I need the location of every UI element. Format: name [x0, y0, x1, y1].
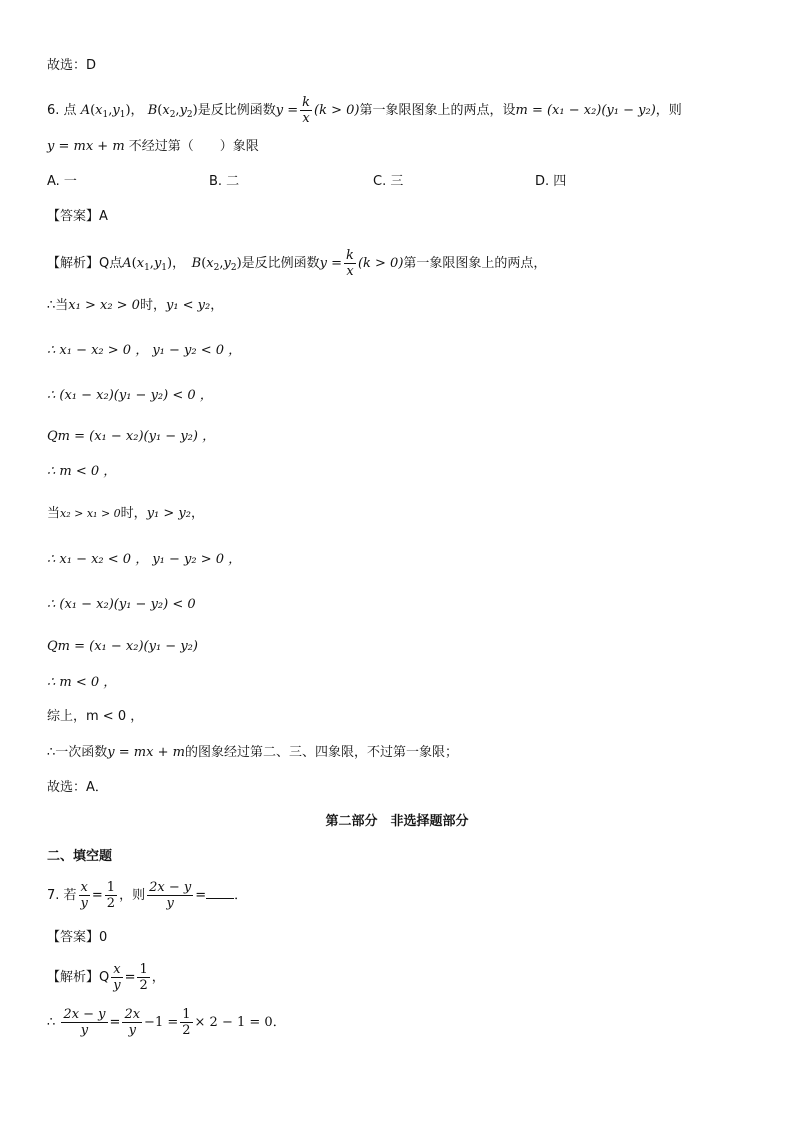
q6-line2-text: 不经过第（ ）象限 [128, 139, 259, 154]
q7-analysis-line1 [47, 962, 165, 994]
q7-b-f3 [180, 1007, 192, 1038]
q6-step-6-end: ， [190, 506, 204, 521]
q7-a-eq: = [124, 970, 136, 985]
q7-fraction-x-over-y [79, 880, 90, 911]
q7-a-f1-num: x [113, 962, 121, 977]
q6-analysis-point-a: $A(x_1,y_1)$ [122, 256, 173, 273]
q7-fraction-1-over-2 [105, 880, 117, 911]
q6-step-13: 故选：A． [47, 780, 108, 795]
q6-step-7: ∴ x₁ − x₂ < 0 ， y₁ − y₂ > 0 ， [47, 552, 242, 567]
q6-text-3: ，则 [655, 103, 682, 118]
q6-step-1-mid: 时， [139, 298, 166, 313]
q7-b-tail: × 2 − 1 = 0 [194, 1015, 273, 1030]
q6-step-5: ∴ m < 0 ， [47, 464, 117, 479]
q7-b-f1 [61, 1007, 107, 1038]
q6-linear-function: y = mx + m [47, 139, 125, 154]
q6-step-12 [47, 743, 458, 763]
q6-step-12-expr: y = mx + m [107, 745, 185, 760]
q7-f2-num: 1 [106, 880, 116, 895]
q6-step-6-expr2: y₁ > y₂ [146, 506, 191, 521]
q6-step-12-pre: ∴一次函数 [47, 745, 108, 760]
q6-step-1-expr: x₁ > x₂ > 0 [68, 298, 140, 313]
q7-text: ，则 [119, 888, 146, 903]
q6-step-3: ∴ (x₁ − x₂)(y₁ − y₂) < 0 ， [47, 388, 213, 403]
q6-analysis-because: Q点 [99, 256, 123, 271]
q6-option-c: C. 三 [373, 174, 404, 189]
q6-analysis-condition: (k > 0) [357, 256, 404, 271]
q7-answer-line [47, 928, 107, 948]
q7-fraction-expr [147, 880, 193, 911]
q7-b-f2-den: y [128, 1023, 136, 1038]
q6-analysis-fraction-den: x [346, 264, 354, 279]
q6-step-9: Qm = (x₁ − x₂)(y₁ − y₂) [47, 639, 198, 654]
q7-f3-den: y [166, 896, 174, 911]
q7-eq1: = [91, 888, 103, 903]
q6-condition: (k > 0) [314, 103, 360, 118]
q6-step-1-expr2: y₁ < y₂ [165, 298, 211, 313]
q7-analysis-f1 [111, 962, 122, 993]
q6-point-a-label: A [80, 103, 91, 118]
q6-step-11: 综上，m < 0 ， [47, 709, 144, 724]
q6-analysis-point-b: $B(x_2,y_2)$ [191, 256, 242, 273]
q7-b-f2-num: 2x [124, 1007, 141, 1022]
q6-fraction-k-over-x [300, 95, 312, 126]
q6-analysis-head: 【解析】 [47, 256, 100, 271]
q6-option-b: B. 二 [209, 174, 240, 189]
q7-b-f3-den: 2 [182, 1023, 191, 1038]
q7-a-f2-num: 1 [139, 962, 148, 977]
q6-step-10: ∴ m < 0 ， [47, 675, 117, 690]
previous-answer-line [47, 56, 96, 76]
q6-answer-line [47, 207, 108, 227]
q7-b-eq1: = [109, 1015, 121, 1030]
q7-number: 7. 若 [47, 888, 77, 903]
q6-step-6-mid: 时， [120, 506, 147, 521]
q7-a-end: ， [151, 970, 165, 985]
q7-b-end: ． [272, 1015, 286, 1030]
q6-text-2: 第一象限图象上的两点，设 [359, 103, 516, 118]
q6-option-a: A. 一 [47, 174, 77, 189]
q7-eq2: = [195, 888, 207, 903]
q6-step-6 [47, 504, 204, 524]
q6-statement-line1 [47, 95, 682, 126]
q7-b-f2 [122, 1007, 142, 1038]
q7-analysis-f2 [137, 962, 149, 993]
q6-number: 6. 点 [47, 103, 77, 118]
q7-b-f1-num: 2x − y [63, 1007, 106, 1022]
q7-f1-num: x [80, 880, 88, 895]
q6-point-b-label: B [147, 103, 158, 118]
q7-f3-num: 2x − y [149, 880, 192, 895]
q6-step-6-pre: 当 [47, 506, 61, 521]
section-subtitle: 二、填空题 [47, 849, 113, 864]
q7-b-f3-num: 1 [182, 1007, 191, 1022]
q6-separator: ， [130, 103, 144, 118]
q6-answer: 【答案】A [47, 209, 108, 224]
section-title: 第二部分 非选择题部分 [325, 814, 469, 829]
q6-y-equals: y = [275, 103, 299, 118]
q7-b-pre: ∴ [47, 1015, 56, 1030]
q6-fraction-den: x [302, 111, 310, 126]
q6-analysis-y-eq: y = [319, 256, 343, 271]
q6-text-1: 是反比例函数 [197, 103, 276, 118]
q6-analysis-tail: 第一象限图象上的两点， [403, 256, 547, 271]
q6-step-6-expr: x₂ > x₁ > 0 [60, 507, 121, 520]
q6-step-1-end: ， [210, 298, 224, 313]
q7-b-mid: −1 = [144, 1015, 179, 1030]
q6-step-1 [47, 296, 223, 316]
q7-f1-den: y [80, 896, 88, 911]
q7-analysis-head: 【解析】Q [47, 970, 110, 985]
q6-analysis-text: 是反比例函数 [241, 256, 320, 271]
q6-step-2: ∴ x₁ − x₂ > 0 ， y₁ − y₂ < 0 ， [47, 343, 242, 358]
q6-option-d: D. 四 [535, 174, 567, 189]
q6-point-a-coords: $(x_1,y_1)$ [90, 103, 131, 120]
q7-statement [47, 880, 247, 912]
q7-f2-den: 2 [106, 896, 116, 911]
q6-analysis-fraction-num: k [346, 248, 354, 263]
q6-analysis-fraction [344, 248, 356, 279]
q6-fraction-num: k [302, 95, 311, 110]
previous-answer-text: 故选：D [47, 58, 97, 73]
q7-analysis-line2 [47, 1007, 286, 1039]
q6-step-8: ∴ (x₁ − x₂)(y₁ − y₂) < 0 [47, 597, 196, 612]
q7-answer-blank [206, 886, 234, 899]
q6-step-4: Qm = (x₁ − x₂)(y₁ − y₂) ， [47, 429, 216, 444]
q6-step-12-text: 的图象经过第二、三、四象限，不过第一象限； [184, 745, 458, 760]
q7-end: ． [234, 888, 248, 903]
q7-b-f1-den: y [80, 1023, 89, 1038]
q7-a-f2-den: 2 [139, 978, 148, 993]
q6-statement-line2 [47, 137, 259, 157]
q6-m-definition: m = (x₁ − x₂)(y₁ − y₂) [515, 103, 656, 118]
q6-analysis-line1: 【解析】Q点$A(x_1,y_1)$， $B(x_2,y_2)$是反比例函数y = $\frac{k}{x}$ (k > 0)第一象限图象上的两点， [47, 248, 547, 279]
q6-step-1-pre: ∴当 [47, 298, 69, 313]
q6-point-b-coords: $(x_2,y_2)$ [157, 103, 198, 120]
q7-a-f1-den: y [113, 978, 121, 993]
q7-answer: 【答案】0 [47, 930, 108, 945]
